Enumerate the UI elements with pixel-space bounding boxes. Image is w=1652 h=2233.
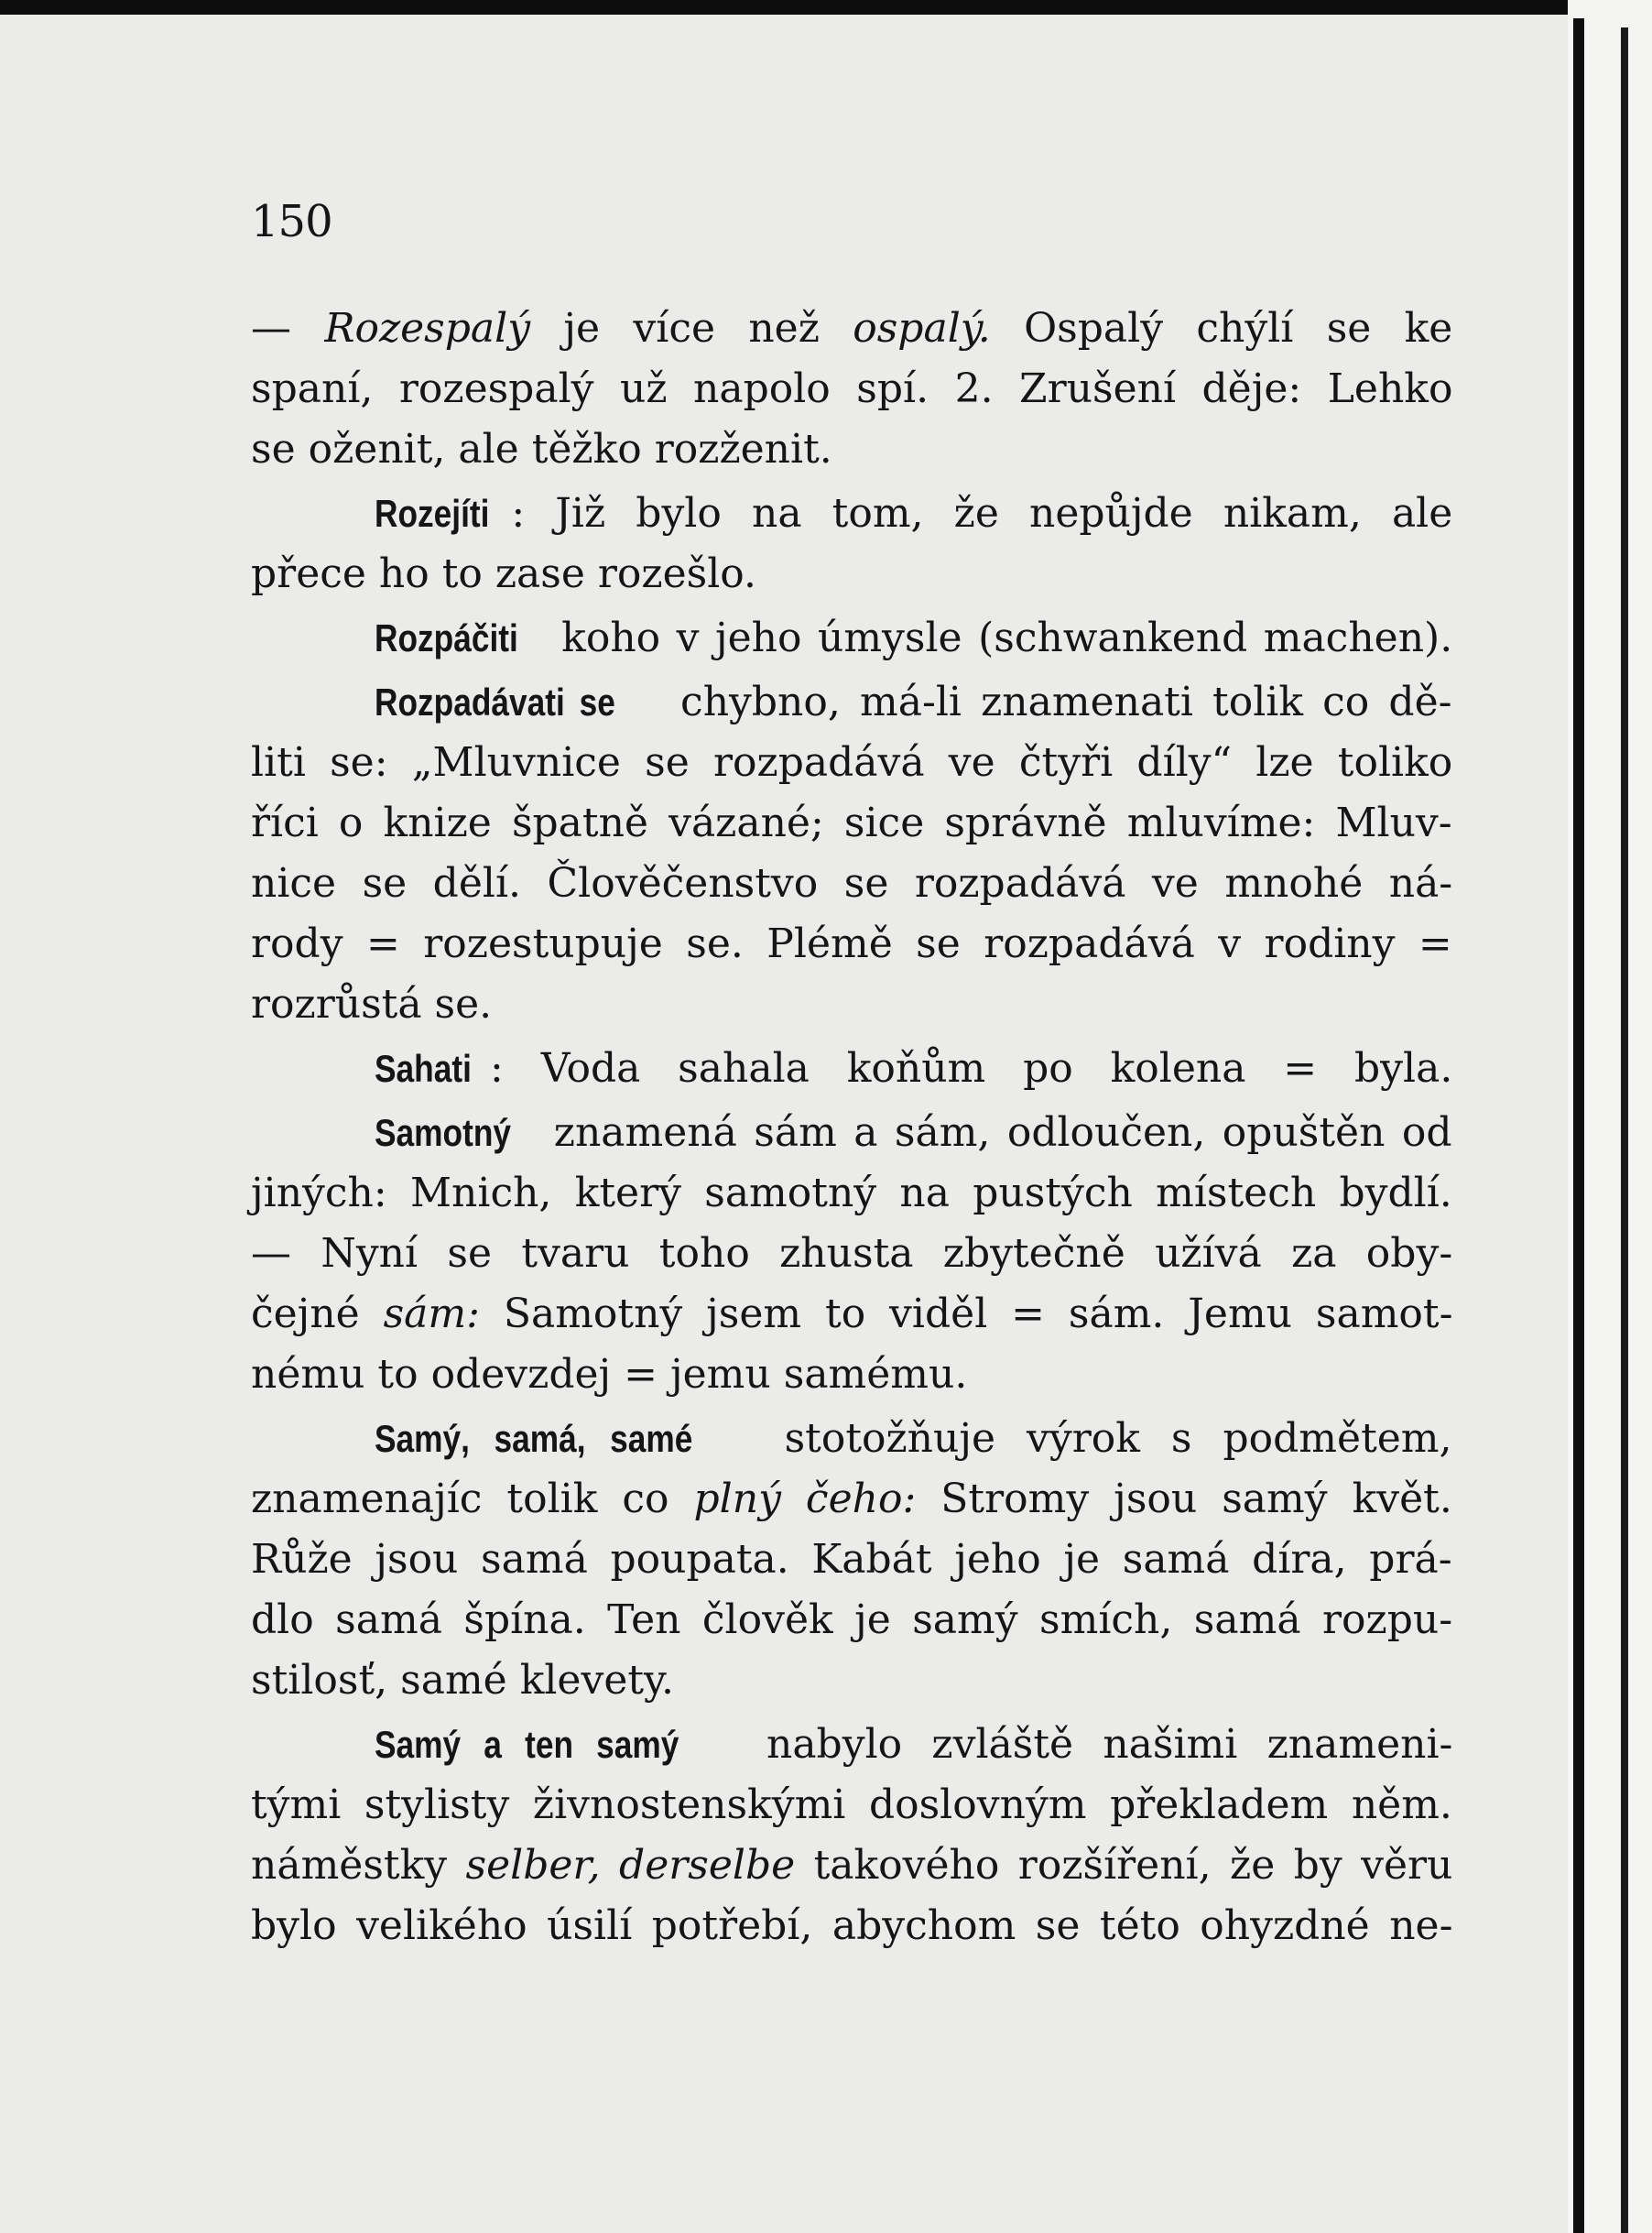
text-line: znamenajíc tolik co plný čeho: Stromy jsou samý květ. xyxy=(251,1476,1452,1522)
headword: Samotný xyxy=(375,1111,511,1154)
italic-term: sám: xyxy=(383,1291,480,1337)
text-line: rody = rozestupuje se. Plémě se rozpadává v rodiny = xyxy=(251,920,1452,967)
headword: Samý, samá, samé xyxy=(375,1417,693,1460)
dictionary-text xyxy=(251,299,1452,1956)
headword: Rozpáčiti xyxy=(375,616,518,659)
page-number: 150 xyxy=(251,196,332,247)
scan-border-top xyxy=(0,0,1652,15)
entry-line: Sahati : Voda sahala koňům po kolena = byla. xyxy=(251,1039,1452,1099)
book-spine-edge xyxy=(1573,18,1584,2233)
text-line: dlo samá špína. Ten člověk je samý smích, samá rozpu- xyxy=(251,1596,1453,1643)
italic-term: plný čeho: xyxy=(693,1476,917,1522)
headword: Samý a ten samý xyxy=(375,1723,679,1766)
text-line: rozrůstá se. xyxy=(251,981,493,1028)
italic-term: Rozespalý xyxy=(324,305,531,352)
text-line: bylo velikého úsilí potřebí, abychom se této ohyzdné ne- xyxy=(251,1902,1453,1949)
headword: Rozpadávati se xyxy=(375,681,615,724)
entry-line: Samý a ten samý nabylo zvláště našimi znameni- xyxy=(251,1715,1452,1775)
text-line: spaní, rozespalý už napolo spí. 2. Zrušení děje: Lehko xyxy=(251,365,1453,412)
text-line: náměstky selber, derselbe takového rozšíření, že by věru xyxy=(251,1842,1453,1889)
text-line: jiných: Mnich, který samotný na pustých místech bydlí. xyxy=(251,1170,1452,1216)
entry-line: Rozejíti : Již bylo na tom, že nepůjde nikam, ale xyxy=(251,484,1452,544)
italic-term: ospalý. xyxy=(853,305,991,352)
text-line: Růže jsou samá poupata. Kabát jeho je samá díra, prá- xyxy=(251,1536,1452,1583)
entry-line: Samotný znamená sám a sám, odloučen, opuštěn od xyxy=(251,1103,1452,1163)
text-line: — Nyní se tvaru toho zhusta zbytečně užívá za oby- xyxy=(251,1230,1453,1277)
text-line: liti se: „Mluvnice se rozpadává ve čtyři díly“ lze toliko xyxy=(251,739,1453,786)
text-line: — Rozespalý je více než ospalý. Ospalý chýlí se ke xyxy=(251,305,1453,352)
text-line: říci o knize špatně vázané; sice správně mluvíme: Mluv- xyxy=(251,800,1452,846)
text-line: přece ho to zase rozešlo. xyxy=(251,550,756,597)
text-line: nice se dělí. Člověčenstvo se rozpadává ve mnohé ná- xyxy=(251,860,1453,907)
headword: Rozejíti xyxy=(375,492,490,535)
book-spine-shadow xyxy=(1621,27,1628,2233)
text-line: nému to odevzdej = jemu samému. xyxy=(251,1351,968,1398)
italic-term: selber, derselbe xyxy=(465,1842,796,1889)
text-line: čejné sám: Samotný jsem to viděl = sám. Jemu samot- xyxy=(251,1291,1453,1337)
text-line: stilosť, samé klevety. xyxy=(251,1657,675,1704)
entry-line: Samý, samá, samé stotožňuje výrok s podmětem, xyxy=(251,1409,1452,1469)
entry-line: Rozpadávati se chybno, má-li znamenati tolik co dě- xyxy=(251,672,1452,733)
text-line: tými stylisty živnostenskými doslovným překladem něm. xyxy=(251,1781,1452,1828)
headword: Sahati xyxy=(375,1047,472,1090)
text-line: se oženit, ale těžko rozženit. xyxy=(251,426,832,473)
entry-line: Rozpáčiti koho v jeho úmysle (schwankend machen). xyxy=(251,608,1452,669)
